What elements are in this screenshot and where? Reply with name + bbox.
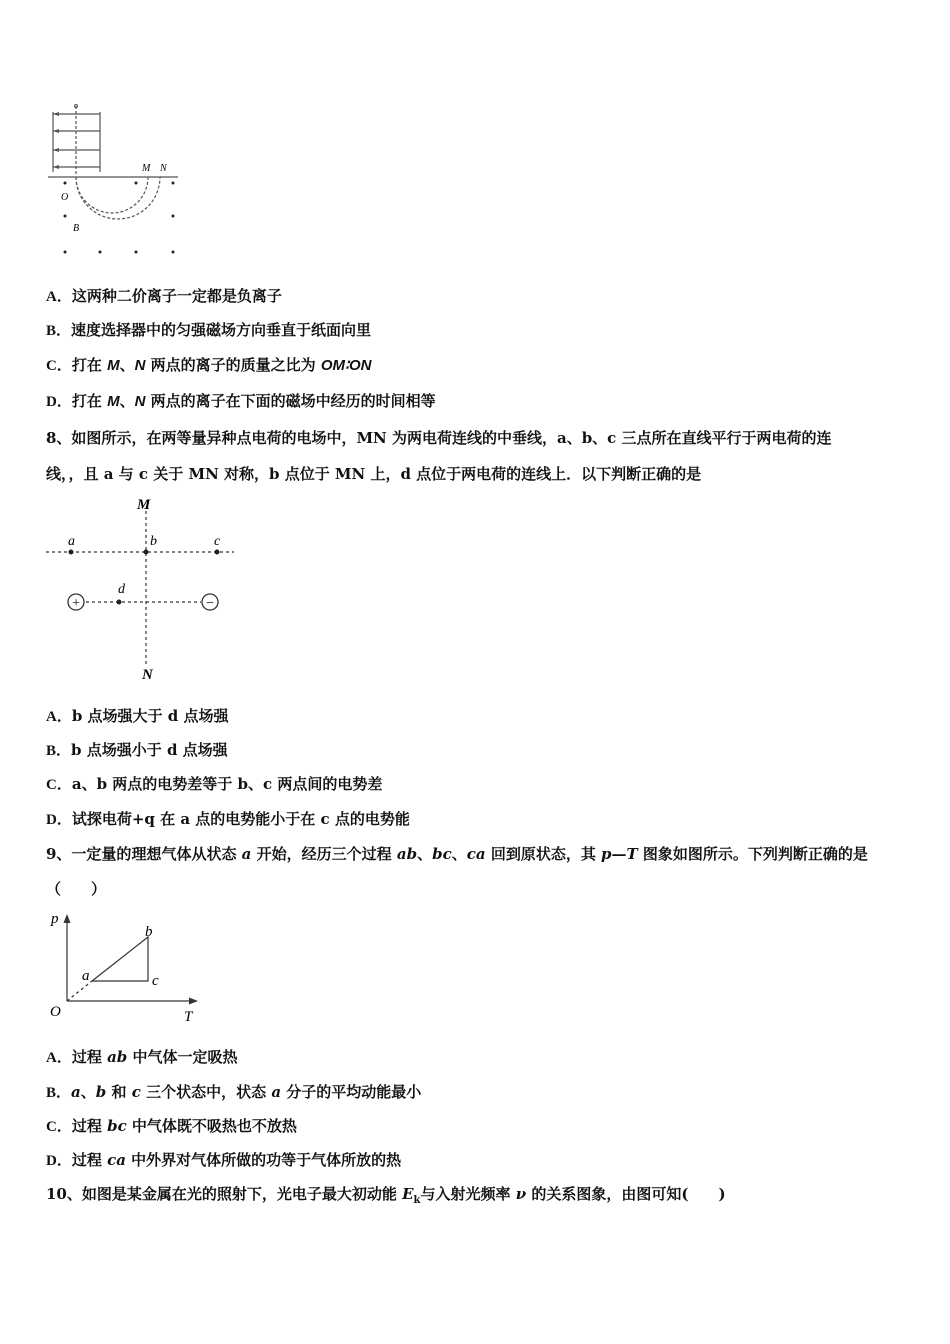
q9-answer-paren: （ ） [46,880,107,898]
q9-origin: O [50,1004,61,1020]
q10-stem: 10、如图是某金属在光的照射下，光电子最大初动能 $E_k$与入射光频率 ν 的关系图象，由图可知( ) [46,1185,726,1206]
q9-option-d: D．过程 ca 中外界对气体所做的功等于气体所放的热 [46,1151,402,1169]
q9-option-c: C．过程 bc 中气体既不吸热也不放热 [46,1117,297,1135]
q8-label-n: N [142,667,153,683]
q8-plus-charge: + [71,596,81,611]
q7-option-b: B．速度选择器中的匀强磁场方向垂直于纸面向里 [46,321,372,339]
q9-option-b: B．a、b 和 c 三个状态中，状态 a 分子的平均动能最小 [46,1083,422,1101]
q8-stem-line1: 8、如图所示，在两等量异种点电荷的电场中，MN 为两电荷连线的中垂线，a、b、c 三点所在直线平行于两电荷的连 [46,429,832,447]
q7-option-c: C．打在 M、N 两点的离子的质量之比为 OM∶ON [46,356,372,374]
q8-option-b: B．b 点场强小于 d 点场强 [46,741,228,759]
q7-label-b: B [73,223,80,234]
q9-label-c: c [152,973,159,989]
q7-label-n: N [160,163,167,174]
q8-label-c: c [214,534,221,549]
q8-minus-charge: − [205,596,215,611]
q9-axis-t: T [184,1009,193,1025]
q9-stem: 9、一定量的理想气体从状态 a 开始，经历三个过程 ab、bc、ca 回到原状态，其 p—T 图象如图所示。下列判断正确的是 [46,845,868,863]
q7-option-d: D．打在 M、N 两点的离子在下面的磁场中经历的时间相等 [46,392,436,410]
q9-figure [48,905,203,1025]
q8-figure [46,493,241,688]
q7-option-a: A．这两种二价离子一定都是负离子 [46,287,282,305]
q9-option-a: A．过程 ab 中气体一定吸热 [46,1048,238,1066]
q7-label-o: O [61,192,69,203]
q8-label-a: a [68,534,75,549]
q8-option-a: A．b 点场强大于 d 点场强 [46,707,229,725]
q8-label-m: M [137,497,151,513]
q9-label-a: a [82,968,90,984]
q8-stem-line2: 线，，且 a 与 c 关于 MN 对称，b 点位于 MN 上，d 点位于两电荷的连线上．以下判断正确的是 [46,465,702,483]
q8-option-c: C．a、b 两点的电势差等于 b、c 两点间的电势差 [46,775,383,793]
q9-axis-p: p [51,911,59,927]
q7-label-m: M [142,163,151,174]
q8-option-d: D．试探电荷+q 在 a 点的电势能小于在 c 点的电势能 [46,810,410,828]
q7-figure [48,104,183,264]
q9-label-b: b [145,924,153,940]
q8-label-d: d [118,582,125,597]
q8-label-b: b [150,534,157,549]
